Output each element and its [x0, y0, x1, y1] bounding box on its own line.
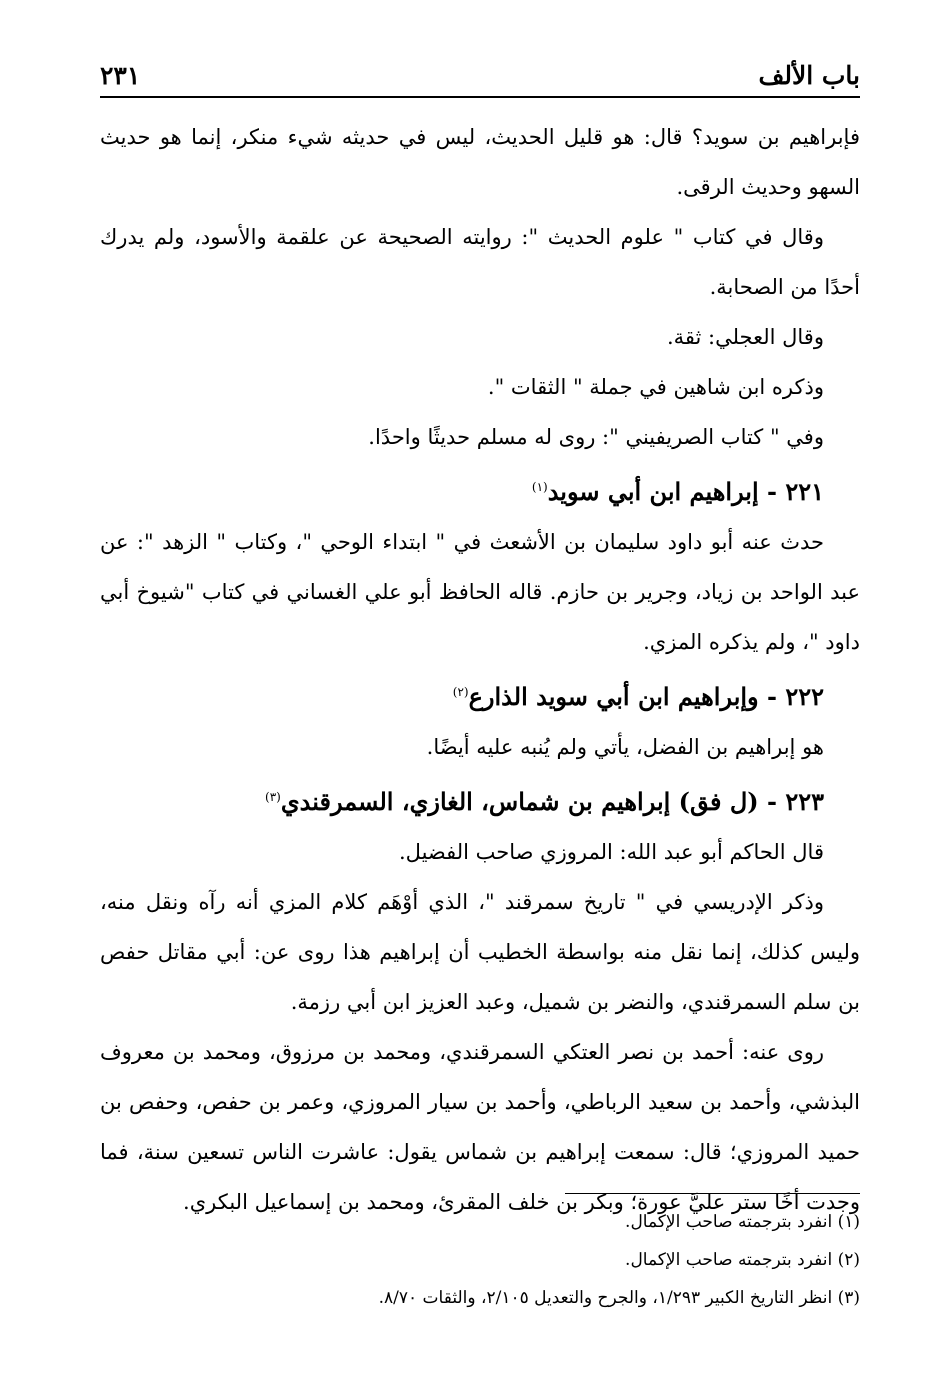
paragraph: وفي " كتاب الصريفيني ": روى له مسلم حديثًا واحدًا.	[368, 425, 824, 449]
entry-heading-222	[100, 667, 860, 722]
entry-heading-221	[100, 462, 860, 517]
page-number: ٢٣١	[100, 61, 141, 90]
entry-text-222: هو إبراهيم بن الفضل، يأتي ولم يُنبه عليه أيضًا.	[426, 735, 824, 759]
footnotes	[100, 1203, 860, 1317]
main-text	[100, 112, 860, 1227]
entry-text-223: وذكر الإدريسي في " تاريخ سمرقند "، الذي أوْهَم كلام المزي أنه رآه ونقل منه، وليس كذلك، إنما نقل منه بواسطة الخطيب أن إبراهيم هذا روى عن: أبي مقاتل حفص بن سلم السمرقندي، والنضر بن شميل، وعبد العزيز ابن أبي رزمة.	[100, 890, 860, 1014]
paragraph: فإبراهيم بن سويد؟ قال: هو قليل الحديث، ليس في حديثه شيء منكر، إنما هو حديث السهو وحديث الرقى.	[100, 125, 860, 199]
entry-title: ٢٢٣ - (ل فق) إبراهيم بن شماس، الغازي، السمرقندي	[280, 787, 824, 816]
footnote: (٢) انفرد بترجمته صاحب الإكمال.	[625, 1250, 860, 1270]
entry-title: ٢٢٢ - وإبراهيم ابن أبي سويد الذارع	[468, 682, 824, 711]
footnote: (٣) انظر التاريخ الكبير ١/٢٩٣، والجرح والتعديل ٢/١٠٥، والثقات ٨/٧٠.	[378, 1288, 860, 1308]
footnote: (١) انفرد بترجمته صاحب الإكمال.	[625, 1212, 860, 1232]
chapter-title: باب الألف	[758, 61, 860, 90]
page-header	[100, 50, 860, 98]
entry-text-223: قال الحاكم أبو عبد الله: المروزي صاحب الفضيل.	[398, 840, 824, 864]
paragraph: وقال العجلي: ثقة.	[666, 325, 824, 349]
paragraph: وقال في كتاب " علوم الحديث ": روايته الصحيحة عن علقمة والأسود، ولم يدرك أحدًا من الصحابة.	[100, 225, 860, 299]
paragraph: وذكره ابن شاهين في جملة " الثقات ".	[487, 375, 824, 399]
footnote-ref: (٣)	[265, 790, 281, 804]
footnote-ref: (٢)	[452, 685, 469, 699]
entry-heading-223	[100, 772, 860, 827]
footnote-ref: (١)	[531, 480, 548, 494]
entry-text-221: حدث عنه أبو داود سليمان بن الأشعث في " ابتداء الوحي "، وكتاب " الزهد ": عن عبد الواحد بن زياد، وجرير بن حازم. قاله الحافظ أبو علي الغساني في كتاب "شيوخ أبي داود "، ولم يذكره المزي.	[100, 530, 860, 654]
entry-text-223: روى عنه: أحمد بن نصر العتكي السمرقندي، ومحمد بن مرزوق، ومحمد بن معروف البذشي، وأحمد بن سعيد الرباطي، وأحمد بن سيار المروزي، وعمر بن حفص، وحفص بن حميد المروزي؛ قال: سمعت إبراهيم بن شماس يقول: عاشرت الناس تسعين سنة، فما وجدت أخًا ستر عليَّ عورة؛ وبكر بن خلف المقرئ، ومحمد بن إسماعيل البكري.	[100, 1040, 860, 1214]
footnote-divider	[565, 1193, 860, 1194]
entry-title: ٢٢١ - إبراهيم ابن أبي سويد	[547, 477, 824, 506]
